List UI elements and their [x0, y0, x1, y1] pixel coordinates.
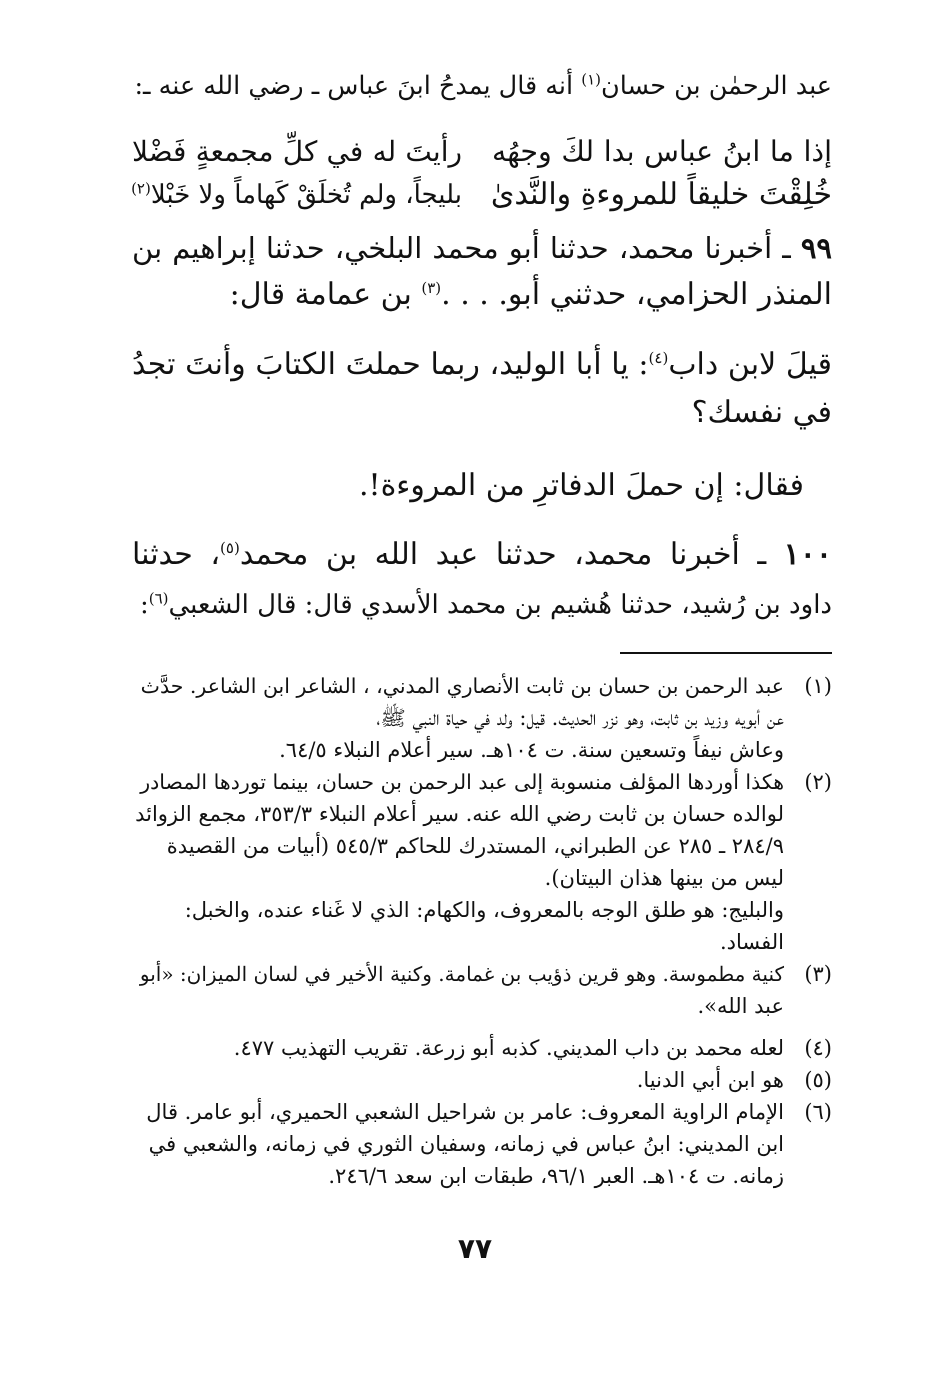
- footnote-mark: (٥): [804, 1068, 832, 1092]
- footnote-ref[interactable]: (٤): [648, 349, 669, 367]
- body-text: داود بن رُشيد، حدثنا هُشيم بن محمد الأسدي قال: قال الشعبي: [168, 590, 832, 620]
- body-line: [132, 345, 832, 385]
- body-text: بليجاً، ولم تُخلَقْ كَهاماً ولا خَبْلا: [150, 180, 462, 210]
- verse-line: [132, 175, 832, 215]
- footnote-mark: (٣): [804, 962, 832, 986]
- footnote: [132, 958, 832, 1022]
- body-text: بن عمامة قال:: [229, 277, 422, 312]
- footnote-line: والبليج: هو طلق الوجه بالمعروف، والكهام: الذي لا غَناء عنده، والخبل:: [184, 898, 784, 922]
- footnote-line: زمانه. ت ١٠٤هـ. العبر ٩٦/١، طبقات ابن سعد ٢٤٦/٦.: [328, 1164, 784, 1188]
- body-text: :: [139, 590, 149, 620]
- footnote-line: عبد الرحمن بن حسان بن ثابت الأنصاري المدني، ، الشاعر ابن الشاعر. حدَّث: [140, 674, 784, 698]
- footnote-line: عن أبويه وزيد بن ثابت، وهو نزر الحديث. قيل: ولد في حياة النبي ﷺ،: [376, 706, 784, 730]
- verse-hemistich-first: خُلِقْتَ خليقاً للمروءةِ والنَّدىٰ: [490, 177, 832, 212]
- footnote-line: ليس من بينها هذان البيتان).: [544, 866, 784, 890]
- footnote-line: هكذا أوردها المؤلف منسوبة إلى عبد الرحمن بن حسان، بينما توردها المصادر: [140, 770, 784, 794]
- footnote-ref[interactable]: (١): [581, 70, 602, 89]
- footnote-line: لعله محمد بن داب المديني. كذبه أبو زرعة. تقريب التهذيب ٤٧٧.: [233, 1036, 784, 1060]
- body-text: : يا أبا الوليد، ربما حملتَ الكتابَ وأنتَ تجدُ: [132, 347, 649, 382]
- footnote-body: [132, 1064, 784, 1096]
- footnote-body: [132, 1096, 784, 1192]
- body-text: أنه قال يمدحُ ابنَ عباس ـ رضي الله عنه ـ:: [134, 71, 582, 101]
- body-text: عبد الرحمٰن بن حسان: [601, 71, 832, 101]
- footnote-mark: (١): [804, 674, 832, 698]
- footnote-mark: (٢): [804, 770, 832, 794]
- page-number: [0, 1232, 950, 1265]
- footnote-body: [132, 958, 784, 1022]
- body-text: فقال: إن حملَ الدفاترِ من المروءة!.: [358, 468, 804, 503]
- footnote: [132, 1096, 832, 1192]
- footnote-line: وعاش نيفاً وتسعين سنة. ت ١٠٤هـ. سير أعلام النبلاء ٦٤/٥.: [279, 738, 784, 762]
- footnote-line: لوالده حسان بن ثابت رضي الله عنه. سير أعلام النبلاء ٣٥٣/٣، مجمع الزوائد: [135, 802, 784, 826]
- footnote-line: ابن المديني: ابنُ عباس في زمانه، وسفيان الثوري في زمانه، والشعبي في: [148, 1132, 784, 1156]
- footnote: [132, 670, 832, 766]
- page-number-text: ٧٧: [457, 1232, 493, 1265]
- footnote-line: كنية مطموسة. وهو قرين ذؤيب بن غمامة. وكنية الأخير في لسان الميزان: «أبو: [139, 962, 784, 986]
- body-line: [132, 535, 832, 575]
- body-text: ، حدثنا: [132, 537, 221, 572]
- body-text: ـ أخبرنا محمد، حدثنا عبد الله بن محمد: [239, 537, 784, 572]
- footnote-separator: [620, 652, 832, 654]
- footnote-line: الإمام الراوية المعروف: عامر بن شراحيل الشعبي الحميري، أبو عامر. قال: [146, 1100, 784, 1124]
- footnote-mark: (٤): [804, 1036, 832, 1060]
- footnote-mark: (٦): [804, 1100, 832, 1124]
- verse-hemistich-first: إذا ما ابنُ عباس بدا لكَ وجهُه: [492, 135, 832, 168]
- footnote-body: [132, 766, 784, 958]
- footnote: [132, 1032, 832, 1064]
- body-line: [132, 275, 832, 315]
- footnote-line: الفساد.: [719, 930, 784, 954]
- verse-hemistich-second: [132, 175, 462, 215]
- verse-hemistich-second: رأيتَ له في كلِّ مجمعةٍ فَضْلا: [132, 135, 462, 168]
- footnote-body: [132, 670, 784, 766]
- item-number: ٩٩: [800, 231, 832, 265]
- footnote-ref[interactable]: (٣): [421, 279, 442, 297]
- footnote-ref[interactable]: (٦): [148, 589, 169, 608]
- footnote: [132, 1064, 832, 1096]
- body-line: [132, 466, 804, 506]
- body-line: [132, 66, 832, 106]
- body-line: [132, 228, 832, 268]
- body-text: في نفسك؟: [691, 395, 832, 430]
- footnote-ref[interactable]: (٢): [131, 179, 151, 198]
- footnote: [132, 766, 832, 958]
- footnote-line: عبد الله».: [697, 994, 784, 1018]
- footnote-ref[interactable]: (٥): [220, 539, 240, 557]
- footnote-line: ٢٨٤/٩ ـ ٢٨٥ عن الطبراني، المستدرك للحاكم ٥٤٥/٣ (أبيات من القصيدة: [166, 834, 784, 858]
- footnote-line: هو ابن أبي الدنيا.: [636, 1068, 784, 1092]
- body-line: [132, 393, 832, 433]
- footnote-body: [132, 1032, 784, 1064]
- body-text: قيلَ لابن داب: [668, 347, 832, 382]
- body-text: ـ أخبرنا محمد، حدثنا أبو محمد البلخي، حدثنا إبراهيم بن: [132, 231, 801, 265]
- verse-line: [132, 132, 832, 172]
- item-number: ١٠٠: [783, 537, 833, 572]
- body-line: [132, 585, 832, 625]
- body-text: المنذر الحزامي، حدثني أبو. . . .: [441, 277, 832, 312]
